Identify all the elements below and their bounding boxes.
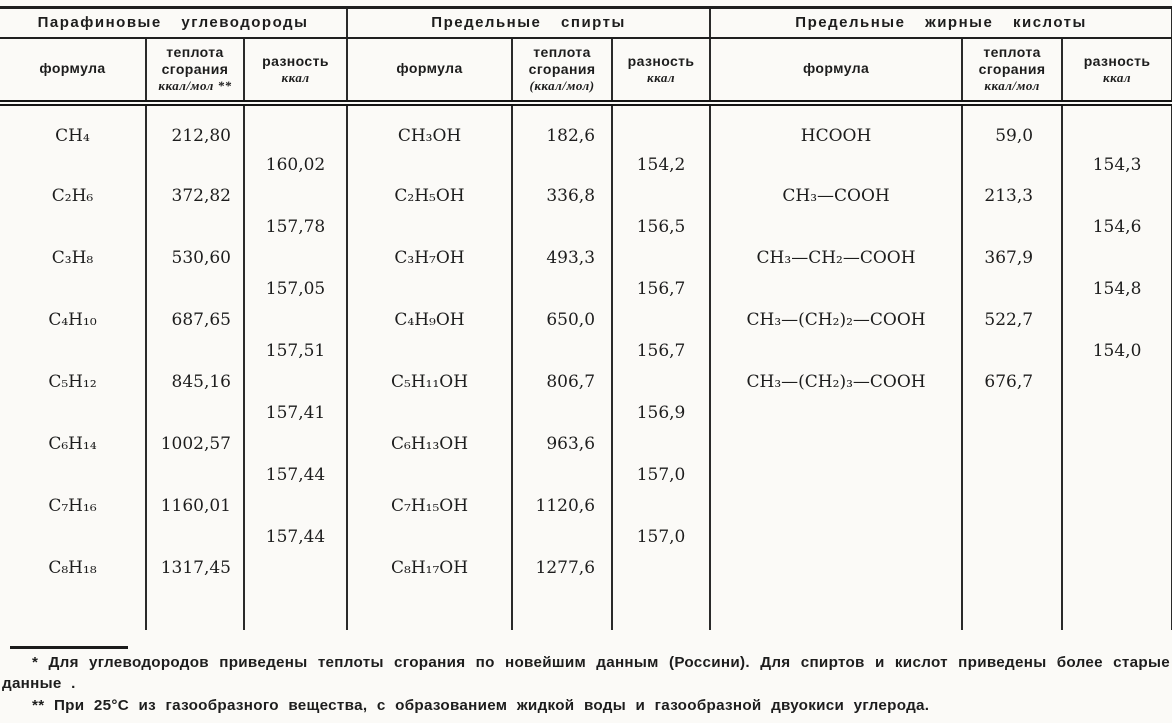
heat-cell: 530,60 bbox=[146, 227, 244, 289]
formula-cell: C₃H₇OH bbox=[347, 227, 512, 289]
diff-header-line1: разность bbox=[262, 52, 329, 69]
formula-cell: CH₄ bbox=[0, 103, 146, 165]
diff-cell: 157,0 bbox=[612, 444, 710, 506]
heat-cell: 845,16 bbox=[146, 351, 244, 413]
formula-cell: CH₃OH bbox=[347, 103, 512, 165]
heat-cell: 687,65 bbox=[146, 289, 244, 351]
heat-cell: 806,7 bbox=[512, 351, 612, 413]
heat-cell: 493,3 bbox=[512, 227, 612, 289]
empty-cell bbox=[612, 568, 710, 630]
formula-cell: C₈H₁₈ bbox=[0, 537, 146, 599]
formula-cell: C₇H₁₅OH bbox=[347, 475, 512, 537]
diff-header-units: ккал bbox=[647, 69, 676, 85]
formula-cell: C₂H₅OH bbox=[347, 165, 512, 227]
col-header-diff-paraffins bbox=[244, 38, 347, 103]
heat-header-line2: сгорания bbox=[528, 61, 596, 78]
heat-cell: 522,7 bbox=[962, 289, 1062, 351]
col-header-heat-alcohols bbox=[512, 38, 612, 103]
diff-cell: 157,41 bbox=[244, 382, 347, 444]
diff-header-units: ккал bbox=[281, 69, 310, 85]
formula-cell: C₈H₁₇OH bbox=[347, 537, 512, 599]
heat-cell: 1317,45 bbox=[146, 537, 244, 599]
diff-cell: 156,5 bbox=[612, 196, 710, 258]
heat-cell: 367,9 bbox=[962, 227, 1062, 289]
diff-cell: 154,2 bbox=[612, 134, 710, 196]
empty-cell bbox=[347, 599, 512, 630]
empty-cell bbox=[962, 413, 1062, 630]
footnote-separator-rule bbox=[10, 646, 128, 649]
diff-cell: 157,78 bbox=[244, 196, 347, 258]
heat-cell: 1277,6 bbox=[512, 537, 612, 599]
diff-cell: 157,44 bbox=[244, 506, 347, 568]
heat-header-line1: теплота bbox=[166, 44, 224, 60]
diff-cell: 156,7 bbox=[612, 320, 710, 382]
col-header-formula-acids: формула bbox=[710, 38, 962, 103]
combustion-heat-table bbox=[0, 6, 1172, 630]
heat-cell: 212,80 bbox=[146, 103, 244, 165]
formula-cell: C₆H₁₄ bbox=[0, 413, 146, 475]
heat-cell: 676,7 bbox=[962, 351, 1062, 413]
col-header-heat-acids bbox=[962, 38, 1062, 103]
section-title-alcohols: Предельные спирты bbox=[347, 8, 710, 39]
empty-cell bbox=[612, 103, 710, 134]
diff-cell: 154,3 bbox=[1062, 134, 1172, 196]
diff-cell: 154,8 bbox=[1062, 258, 1172, 320]
col-header-heat-paraffins bbox=[146, 38, 244, 103]
scanned-table-page bbox=[0, 6, 1172, 723]
formula-cell: C₄H₉OH bbox=[347, 289, 512, 351]
section-titles-row bbox=[0, 8, 1172, 39]
diff-cell: 157,0 bbox=[612, 506, 710, 568]
formula-cell: C₃H₈ bbox=[0, 227, 146, 289]
empty-cell bbox=[1062, 103, 1172, 134]
heat-cell: 182,6 bbox=[512, 103, 612, 165]
heat-header-units: ккал/мол ** bbox=[158, 78, 232, 94]
formula-cell: C₆H₁₃OH bbox=[347, 413, 512, 475]
heat-cell: 1120,6 bbox=[512, 475, 612, 537]
diff-cell: 160,02 bbox=[244, 134, 347, 196]
col-header-formula-paraffins: формула bbox=[0, 38, 146, 103]
formula-cell: C₅H₁₂ bbox=[0, 351, 146, 413]
diff-cell: 154,0 bbox=[1062, 320, 1172, 382]
diff-header-line1: разность bbox=[627, 52, 695, 69]
heat-header-line2: сгорания bbox=[978, 61, 1046, 78]
heat-cell: 59,0 bbox=[962, 103, 1062, 165]
heat-cell: 650,0 bbox=[512, 289, 612, 351]
empty-cell bbox=[710, 413, 962, 630]
col-header-formula-alcohols: формула bbox=[347, 38, 512, 103]
formula-cell: C₅H₁₁OH bbox=[347, 351, 512, 413]
empty-cell bbox=[244, 103, 347, 134]
formula-cell: CH₃—(CH₂)₂—COOH bbox=[710, 289, 962, 351]
empty-cell bbox=[0, 599, 146, 630]
section-title-paraffins: Парафиновые углеводороды bbox=[0, 8, 347, 39]
footnote-1: * Для углеводородов приведены теплоты сгорания по новейшим данным (Россини). Для спиртов и кислот приведены более старые данные . bbox=[2, 654, 1170, 692]
diff-cell: 156,7 bbox=[612, 258, 710, 320]
diff-cell: 157,51 bbox=[244, 320, 347, 382]
heat-cell: 213,3 bbox=[962, 165, 1062, 227]
formula-cell: C₂H₆ bbox=[0, 165, 146, 227]
empty-cell bbox=[1062, 382, 1172, 630]
empty-cell bbox=[244, 568, 347, 630]
heat-header-line1: теплота bbox=[983, 44, 1041, 60]
formula-cell: C₇H₁₆ bbox=[0, 475, 146, 537]
heat-header-units: (ккал/мол) bbox=[529, 78, 595, 94]
diff-cell: 157,05 bbox=[244, 258, 347, 320]
empty-cell bbox=[146, 599, 244, 630]
footnote-2: ** При 25°С из газообразного вещества, с образованием жидкой воды и газообразной двуокиси углерода. bbox=[32, 697, 930, 715]
heat-cell: 1160,01 bbox=[146, 475, 244, 537]
diff-cell: 156,9 bbox=[612, 382, 710, 444]
formula-cell: CH₃—COOH bbox=[710, 165, 962, 227]
heat-cell: 372,82 bbox=[146, 165, 244, 227]
column-headers-row bbox=[0, 38, 1172, 103]
heat-header-line1: теплота bbox=[533, 44, 591, 60]
empty-cell bbox=[512, 599, 612, 630]
col-header-diff-alcohols bbox=[612, 38, 710, 103]
formula-cell: HCOOH bbox=[710, 103, 962, 165]
heat-header-units: ккал/мол bbox=[984, 78, 1040, 94]
formula-cell: CH₃—(CH₂)₃—COOH bbox=[710, 351, 962, 413]
diff-cell: 154,6 bbox=[1062, 196, 1172, 258]
footnotes-block bbox=[0, 653, 1172, 717]
heat-cell: 963,6 bbox=[512, 413, 612, 475]
heat-cell: 1002,57 bbox=[146, 413, 244, 475]
diff-header-units: ккал bbox=[1103, 69, 1132, 85]
formula-cell: C₄H₁₀ bbox=[0, 289, 146, 351]
heat-cell: 336,8 bbox=[512, 165, 612, 227]
diff-cell: 157,44 bbox=[244, 444, 347, 506]
diff-header-line1: разность bbox=[1083, 52, 1151, 69]
col-header-diff-acids bbox=[1062, 38, 1172, 103]
formula-cell: CH₃—CH₂—COOH bbox=[710, 227, 962, 289]
heat-header-line2: сгорания bbox=[161, 61, 229, 78]
section-title-acids: Предельные жирные кислоты bbox=[710, 8, 1172, 39]
